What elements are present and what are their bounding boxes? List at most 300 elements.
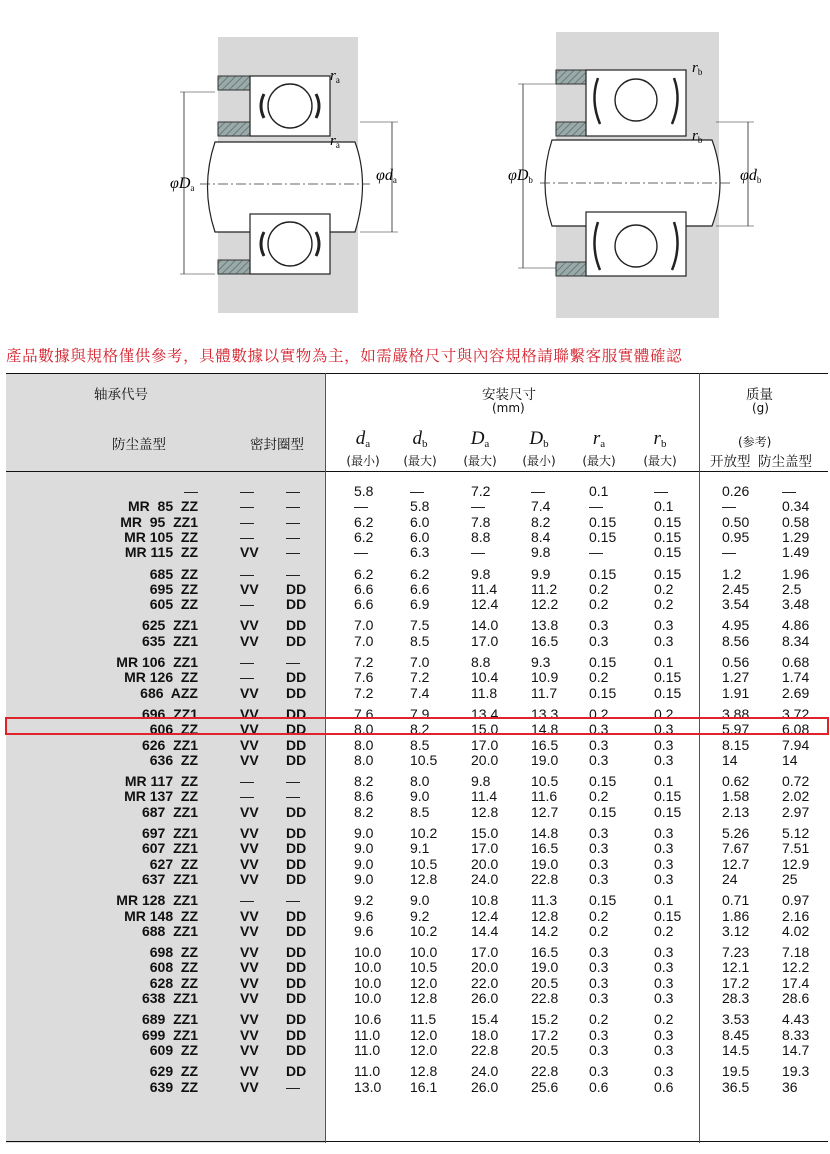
- cell: 0.15: [589, 513, 617, 530]
- cell: 25.6: [531, 1078, 559, 1095]
- cell: 0.3: [589, 1026, 609, 1043]
- table-row: [6, 618, 828, 633]
- cell: 8.2: [410, 721, 430, 738]
- cell: 0.3: [589, 944, 609, 961]
- cell: 8.0: [354, 736, 374, 753]
- cell: DD: [286, 840, 307, 857]
- cell: 7.94: [782, 736, 810, 753]
- bearing-code: 638 ZZ1: [141, 990, 198, 1006]
- cell: —: [286, 498, 300, 515]
- cell: 0.3: [589, 840, 609, 857]
- cell: 8.5: [410, 736, 430, 753]
- cell: 5.26: [722, 825, 750, 841]
- table-row: [6, 991, 828, 1006]
- cell: DD: [286, 669, 307, 686]
- table-row: [6, 976, 828, 991]
- cell: —: [286, 1078, 300, 1095]
- cell: 14.8: [531, 721, 559, 738]
- cell: —: [286, 773, 300, 790]
- cell: 9.6: [354, 907, 374, 924]
- table-row: [6, 774, 828, 789]
- cell: 17.0: [471, 632, 499, 649]
- cell: 0.15: [589, 773, 617, 790]
- cell: VV: [240, 855, 259, 872]
- cell: 0.2: [654, 580, 674, 597]
- cell: 0.3: [589, 632, 609, 649]
- cell: 7.2: [354, 684, 374, 701]
- cell: 3.12: [722, 922, 750, 939]
- table-row: [6, 484, 828, 499]
- cell: 7.6: [354, 705, 374, 722]
- bearing-code: 687 ZZ1: [141, 803, 198, 820]
- table-row: [6, 1028, 828, 1043]
- bearing-code: MR 126 ZZ: [124, 669, 198, 686]
- cell: 14.5: [722, 1041, 750, 1058]
- cell: 8.2: [531, 513, 551, 530]
- cell: 0.56: [722, 654, 750, 670]
- cell: 8.5: [410, 803, 430, 820]
- cell: 7.6: [354, 669, 374, 686]
- cell: 10.5: [410, 959, 438, 976]
- cell: 12.0: [410, 974, 438, 991]
- cell: 0.3: [589, 870, 609, 887]
- cell: 9.8: [471, 773, 491, 790]
- cell: 8.0: [354, 721, 374, 738]
- cell: 26.0: [471, 1078, 499, 1095]
- cell: VV: [240, 974, 259, 991]
- cell: VV: [240, 944, 259, 961]
- cell: VV: [240, 922, 259, 939]
- cell: 0.2: [589, 907, 609, 924]
- cell: 0.3: [654, 736, 674, 753]
- mass-unit: (g): [752, 401, 769, 415]
- cell: 17.0: [471, 736, 499, 753]
- cell: 22.0: [471, 974, 499, 991]
- cell: 0.3: [654, 944, 674, 961]
- bearing-code: MR 106 ZZ1: [116, 654, 198, 670]
- cell: —: [286, 654, 300, 670]
- cell: 19.5: [722, 1063, 750, 1080]
- cell: 14: [722, 751, 738, 768]
- bearing-code: 627 ZZ: [149, 855, 198, 872]
- bearing-code: 609 ZZ: [149, 1041, 198, 1058]
- cell: DD: [286, 721, 307, 738]
- cell: 20.0: [471, 855, 499, 872]
- table-row: [6, 515, 828, 530]
- cell: 11.2: [531, 580, 558, 597]
- cell: 0.2: [654, 705, 674, 722]
- install-size-header: 安装尺寸: [482, 387, 536, 403]
- cell: 6.0: [410, 528, 430, 545]
- bearing-code: 606 ZZ: [149, 721, 198, 738]
- cell: 1.96: [782, 565, 810, 582]
- cell: —: [240, 513, 254, 530]
- cell: VV: [240, 959, 259, 976]
- cell: 10.0: [410, 944, 438, 961]
- cell: 8.0: [410, 773, 430, 790]
- table-row: [6, 826, 828, 841]
- cell: 19.0: [531, 855, 559, 872]
- dim-header-Da: $D_a$ (最大): [463, 428, 497, 468]
- cell: 11.4: [471, 580, 498, 597]
- cell: 6.2: [410, 565, 430, 582]
- bearing-code: 637 ZZ1: [141, 870, 198, 887]
- cell: 2.5: [782, 580, 802, 597]
- cell: 0.3: [654, 974, 674, 991]
- cell: 8.34: [782, 632, 810, 649]
- cell: 9.9: [531, 565, 551, 582]
- cell: 1.27: [722, 669, 750, 686]
- cell: 8.2: [354, 803, 374, 820]
- cell: VV: [240, 1026, 259, 1043]
- cell: 10.6: [354, 1011, 382, 1028]
- table-row: [6, 655, 828, 670]
- cell: 6.2: [354, 528, 374, 545]
- cell: 0.2: [589, 669, 609, 686]
- cell: VV: [240, 736, 259, 753]
- cell: DD: [286, 751, 307, 768]
- cell: DD: [286, 803, 307, 820]
- bearing-code: 685 ZZ: [149, 565, 198, 582]
- cell: 0.2: [654, 596, 674, 613]
- cell: 0.34: [782, 498, 810, 515]
- seal-header: 密封圈型: [250, 437, 304, 453]
- cell: 9.0: [410, 892, 430, 909]
- cell: 15.4: [471, 1011, 499, 1028]
- cell: 0.1: [589, 483, 609, 499]
- cell: 11.0: [354, 1041, 381, 1058]
- cell: 0.15: [589, 565, 617, 582]
- cell: 0.2: [589, 922, 609, 939]
- cell: 12.8: [410, 1063, 438, 1080]
- table-row: [6, 857, 828, 872]
- cell: 4.43: [782, 1011, 810, 1028]
- cell: 12.8: [410, 870, 438, 887]
- cell: 7.67: [722, 840, 750, 857]
- cell: 17.0: [471, 944, 499, 961]
- cell: 15.0: [471, 825, 499, 841]
- cell: 17.4: [782, 974, 810, 991]
- cell: 12.4: [471, 907, 499, 924]
- cell: 12.2: [531, 596, 559, 613]
- cell: VV: [240, 840, 259, 857]
- cell: 0.3: [589, 736, 609, 753]
- cell: 13.8: [531, 617, 559, 634]
- cell: VV: [240, 825, 259, 841]
- cell: 11.4: [471, 788, 498, 805]
- cell: 11.0: [354, 1026, 381, 1043]
- cell: 6.3: [410, 544, 430, 561]
- cell: —: [354, 544, 368, 561]
- cell: VV: [240, 705, 259, 722]
- cell: 7.2: [354, 654, 374, 670]
- cell: 7.4: [410, 684, 430, 701]
- cell: —: [286, 483, 300, 499]
- cell: 0.3: [654, 855, 674, 872]
- table-row: [6, 893, 828, 908]
- cell: 12.0: [410, 1041, 438, 1058]
- cell: 0.26: [722, 483, 750, 499]
- bearing-code: 608 ZZ: [149, 959, 198, 976]
- dim-header-Db: $D_b$ (最小): [522, 428, 556, 468]
- cell: 0.97: [782, 892, 810, 909]
- cell: DD: [286, 705, 307, 722]
- cell: DD: [286, 736, 307, 753]
- cell: 6.2: [354, 565, 374, 582]
- bearing-code: 607 ZZ1: [141, 840, 198, 857]
- cell: 9.0: [354, 825, 374, 841]
- cell: 24.0: [471, 870, 499, 887]
- cell: 0.58: [782, 513, 810, 530]
- cell: 4.86: [782, 617, 810, 634]
- cell: 18.0: [471, 1026, 499, 1043]
- cell: 5.12: [782, 825, 810, 841]
- bearing-code: MR 105 ZZ: [124, 528, 198, 545]
- cell: 1.86: [722, 907, 750, 924]
- cell: 1.74: [782, 669, 810, 686]
- table-row: [6, 597, 828, 612]
- table-row: [6, 789, 828, 804]
- cell: —: [240, 565, 254, 582]
- cell: 10.5: [410, 751, 438, 768]
- cell: 0.62: [722, 773, 750, 790]
- cell: 6.0: [410, 513, 430, 530]
- rb-label-top: $r_b$: [692, 60, 703, 77]
- cell: 0.72: [782, 773, 810, 790]
- cell: 17.0: [471, 840, 499, 857]
- cell: 20.5: [531, 974, 559, 991]
- cell: —: [240, 528, 254, 545]
- cell: DD: [286, 855, 307, 872]
- cell: DD: [286, 580, 307, 597]
- cell: 8.6: [354, 788, 374, 805]
- cell: 12.4: [471, 596, 499, 613]
- cell: 11.3: [531, 892, 558, 909]
- bearing-code: 699 ZZ1: [141, 1026, 198, 1043]
- table-row: [6, 872, 828, 887]
- cell: 8.8: [471, 654, 491, 670]
- table-row: [6, 738, 828, 753]
- cell: 7.18: [782, 944, 810, 961]
- cell: —: [286, 528, 300, 545]
- rb-label-mid: $r_b$: [692, 128, 703, 145]
- cell: 0.3: [589, 959, 609, 976]
- table-row: [6, 634, 828, 649]
- db-label: φdb: [740, 167, 762, 185]
- cell: VV: [240, 580, 259, 597]
- cell: VV: [240, 684, 259, 701]
- cell: 0.3: [589, 990, 609, 1006]
- cell: 0.1: [654, 773, 674, 790]
- ra-label-mid: $r_a$: [330, 133, 340, 150]
- dim-header-ra: $r_a$ (最大): [582, 428, 616, 468]
- cell: VV: [240, 803, 259, 820]
- cell: 3.72: [782, 705, 810, 722]
- cell: 4.95: [722, 617, 750, 634]
- cell: 0.95: [722, 528, 750, 545]
- cell: 28.3: [722, 990, 750, 1006]
- cell: 0.3: [589, 617, 609, 634]
- cell: 10.0: [354, 959, 382, 976]
- cell: 9.6: [354, 922, 374, 939]
- cell: —: [240, 654, 254, 670]
- bearing-code: MR 137 ZZ: [124, 788, 198, 805]
- cell: —: [240, 596, 254, 613]
- cell: 13.4: [471, 705, 499, 722]
- cell: —: [471, 498, 485, 515]
- cell: —: [240, 483, 254, 499]
- cell: 9.3: [531, 654, 551, 670]
- cell: 3.88: [722, 705, 750, 722]
- cell: 0.6: [654, 1078, 674, 1095]
- cell: 4.02: [782, 922, 810, 939]
- cell: 10.2: [410, 825, 438, 841]
- cell: 2.69: [782, 684, 810, 701]
- cell: 12.1: [722, 959, 750, 976]
- cell: 0.15: [654, 788, 682, 805]
- bearing-code: 635 ZZ1: [141, 632, 198, 649]
- bearing-code: 696 ZZ1: [141, 705, 198, 722]
- cell: 3.53: [722, 1011, 750, 1028]
- cell: —: [722, 498, 736, 515]
- cell: 0.3: [654, 721, 674, 738]
- cell: 0.2: [589, 1011, 609, 1028]
- cell: DD: [286, 990, 307, 1006]
- bearing-code: MR 128 ZZ1: [116, 892, 198, 909]
- cell: VV: [240, 1078, 259, 1095]
- table-row: [6, 805, 828, 820]
- cell: 0.15: [589, 654, 617, 670]
- cell: 16.5: [531, 944, 559, 961]
- cell: 17.2: [722, 974, 750, 991]
- cell: VV: [240, 632, 259, 649]
- cell: —: [240, 498, 254, 515]
- install-unit: (mm): [492, 401, 525, 415]
- cell: 0.3: [654, 959, 674, 976]
- cell: 15.2: [531, 1011, 559, 1028]
- highlighted-row-outline: [5, 717, 829, 738]
- cell: 19.0: [531, 959, 559, 976]
- cell: —: [589, 544, 603, 561]
- cell: DD: [286, 617, 307, 634]
- table-row: [6, 686, 828, 701]
- cell: 11.6: [531, 788, 558, 805]
- da-label: φda: [376, 167, 397, 185]
- notice-text: 產品數據與規格僅供參考，具體數據以實物為主，如需嚴格尺寸與內容規格請聯繫客服實體確認: [6, 347, 683, 365]
- cell: DD: [286, 1063, 307, 1080]
- cell: 0.15: [654, 803, 682, 820]
- cell: 0.3: [589, 721, 609, 738]
- cell: 12.7: [531, 803, 559, 820]
- cell: 24: [722, 870, 738, 887]
- right-bearing-diagram: [508, 32, 762, 318]
- cell: 12.9: [782, 855, 810, 872]
- cell: 22.8: [531, 990, 559, 1006]
- cell: 0.3: [589, 751, 609, 768]
- cell: 7.8: [471, 513, 491, 530]
- cell: —: [410, 483, 424, 499]
- cell: 7.5: [410, 617, 430, 634]
- cell: —: [286, 788, 300, 805]
- cell: 0.3: [654, 1026, 674, 1043]
- open-type-header: 开放型: [710, 454, 751, 470]
- cell: 0.3: [589, 855, 609, 872]
- cover-type-header: 防尘盖型: [758, 454, 812, 470]
- cell: 11.0: [354, 1063, 381, 1080]
- cell: 36.5: [722, 1078, 750, 1095]
- cell: 0.15: [654, 907, 682, 924]
- cell: 0.3: [654, 825, 674, 841]
- cell: 20.5: [531, 1041, 559, 1058]
- cell: 2.45: [722, 580, 750, 597]
- cell: VV: [240, 544, 259, 561]
- cell: 0.3: [654, 617, 674, 634]
- cell: 7.0: [410, 654, 430, 670]
- cell: DD: [286, 974, 307, 991]
- cell: 1.58: [722, 788, 750, 805]
- cell: VV: [240, 907, 259, 924]
- cell: 8.8: [471, 528, 491, 545]
- cell: 0.3: [654, 990, 674, 1006]
- cell: 0.15: [654, 513, 682, 530]
- dust-cover-header: 防尘盖型: [112, 437, 166, 453]
- table-row: [6, 909, 828, 924]
- cell: DD: [286, 959, 307, 976]
- cell: VV: [240, 1063, 259, 1080]
- cell: 10.5: [410, 855, 438, 872]
- cell: 1.91: [722, 684, 750, 701]
- cell: 12.8: [471, 803, 499, 820]
- bearing-code-header: 轴承代号: [94, 387, 148, 403]
- cell: DD: [286, 944, 307, 961]
- cell: VV: [240, 751, 259, 768]
- cell: 9.0: [354, 840, 374, 857]
- cell: 0.1: [654, 654, 674, 670]
- bearing-code: 689 ZZ1: [141, 1011, 198, 1028]
- cell: DD: [286, 1011, 307, 1028]
- cell: —: [589, 498, 603, 515]
- cell: 0.2: [589, 705, 609, 722]
- cell: 17.2: [531, 1026, 559, 1043]
- cell: —: [654, 483, 668, 499]
- bearing-code: —: [184, 483, 198, 499]
- cell: DD: [286, 1041, 307, 1058]
- table-row: [6, 1012, 828, 1027]
- cell: 8.56: [722, 632, 750, 649]
- cell: 1.49: [782, 544, 810, 561]
- cell: —: [286, 513, 300, 530]
- cell: 20.0: [471, 751, 499, 768]
- cell: 10.0: [354, 944, 382, 961]
- cell: 0.2: [654, 922, 674, 939]
- cell: 22.8: [531, 870, 559, 887]
- cell: 0.2: [589, 788, 609, 805]
- bearing-code: 629 ZZ: [149, 1063, 198, 1080]
- cell: —: [240, 788, 254, 805]
- cell: VV: [240, 990, 259, 1006]
- cell: 0.15: [654, 528, 682, 545]
- cell: 14.4: [471, 922, 499, 939]
- cell: 8.2: [354, 773, 374, 790]
- cell: 10.0: [354, 974, 382, 991]
- cell: 14: [782, 751, 798, 768]
- cell: 10.8: [471, 892, 499, 909]
- bearing-code: 639 ZZ: [149, 1078, 198, 1095]
- cell: 0.71: [722, 892, 750, 909]
- cell: 2.13: [722, 803, 750, 820]
- cell: 12.0: [410, 1026, 438, 1043]
- cell: 10.2: [410, 922, 438, 939]
